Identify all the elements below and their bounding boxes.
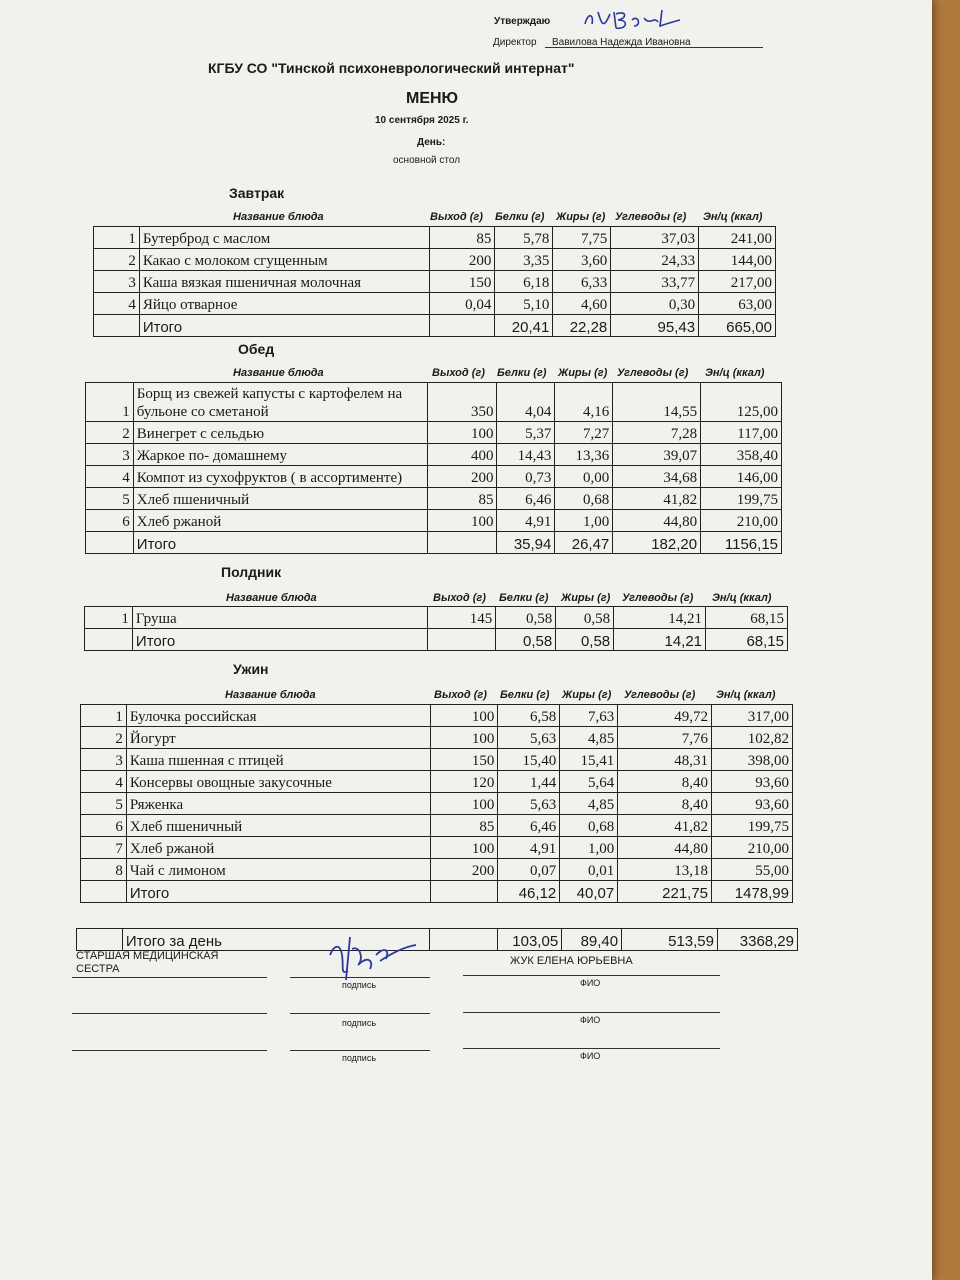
sign-label: подпись xyxy=(342,980,377,990)
total-row: Итого 35,94 26,47 182,20 1156,15 xyxy=(86,532,782,554)
director-signature xyxy=(580,6,690,34)
signer-name: ЖУК ЕЛЕНА ЮРЬЕВНА xyxy=(510,955,633,967)
breakfast-table xyxy=(93,226,776,337)
table-type: основной стол xyxy=(393,155,461,166)
col-carbs-header: Углеводы (г) xyxy=(622,592,694,604)
fio-label: ФИО xyxy=(580,978,601,988)
total-row: Итого 46,12 40,07 221,75 1478,99 xyxy=(81,881,793,903)
director-label: Директор xyxy=(493,37,537,48)
dinner-table xyxy=(80,704,793,903)
col-protein-header: Белки (г) xyxy=(500,689,550,701)
table-row: 4 Компот из сухофруктов ( в ассортименте) 200 0,73 0,00 34,68 146,00 xyxy=(86,466,782,488)
col-fat-header: Жиры (г) xyxy=(556,211,606,223)
col-protein-header: Белки (г) xyxy=(497,367,547,379)
table-row: 4 Яйцо отварное 0,04 5,10 4,60 0,30 63,00 xyxy=(94,293,776,315)
day-total-row: Итого за день 103,05 89,40 513,59 3368,29 xyxy=(77,929,798,951)
col-energy-header: Эн/ц (ккал) xyxy=(712,592,772,604)
table-row: 7 Хлеб ржаной 100 4,91 1,00 44,80 210,00 xyxy=(81,837,793,859)
table-row: 6 Хлеб пшеничный 85 6,46 0,68 41,82 199,75 xyxy=(81,815,793,837)
col-yield-header: Выход (г) xyxy=(434,689,487,701)
fio-label: ФИО xyxy=(580,1051,601,1061)
col-fat-header: Жиры (г) xyxy=(562,689,612,701)
table-row: 1 Бутерброд с маслом 85 5,78 7,75 37,03 241,00 xyxy=(94,227,776,249)
table-row: 3 Каша вязкая пшеничная молочная 150 6,18 6,33 33,77 217,00 xyxy=(94,271,776,293)
total-row: Итого 20,41 22,28 95,43 665,00 xyxy=(94,315,776,337)
approve-label: Утверждаю xyxy=(494,16,551,27)
col-yield-header: Выход (г) xyxy=(430,211,483,223)
col-yield-header: Выход (г) xyxy=(433,592,486,604)
menu-date: 10 сентября 2025 г. xyxy=(375,115,469,126)
table-row: 4 Консервы овощные закусочные 120 1,44 5,64 8,40 93,60 xyxy=(81,771,793,793)
table-row: 6 Хлеб ржаной 100 4,91 1,00 44,80 210,00 xyxy=(86,510,782,532)
table-row: 1 Булочка российская 100 6,58 7,63 49,72 317,00 xyxy=(81,705,793,727)
lunch-table xyxy=(85,382,782,554)
day-total-table xyxy=(76,928,798,951)
table-row: 2 Какао с молоком сгущенным 200 3,35 3,60 24,33 144,00 xyxy=(94,249,776,271)
col-fat-header: Жиры (г) xyxy=(558,367,608,379)
table-row: 3 Жаркое по- домашнему 400 14,43 13,36 39,07 358,40 xyxy=(86,444,782,466)
col-protein-header: Белки (г) xyxy=(499,592,549,604)
col-energy-header: Эн/ц (ккал) xyxy=(716,689,776,701)
table-row: 5 Ряженка 100 5,63 4,85 8,40 93,60 xyxy=(81,793,793,815)
col-energy-header: Эн/ц (ккал) xyxy=(705,367,765,379)
table-row: 2 Йогурт 100 5,63 4,85 7,76 102,82 xyxy=(81,727,793,749)
fio-label: ФИО xyxy=(580,1015,601,1025)
col-fat-header: Жиры (г) xyxy=(561,592,611,604)
col-carbs-header: Углеводы (г) xyxy=(617,367,689,379)
dinner-title: Ужин xyxy=(233,661,269,677)
breakfast-title: Завтрак xyxy=(229,185,285,201)
organization-name: КГБУ СО "Тинской психоневрологический интернат" xyxy=(208,60,575,76)
col-protein-header: Белки (г) xyxy=(495,211,545,223)
snack-title: Полдник xyxy=(221,564,282,580)
table-row: 1 Борщ из свежей капусты с картофелем на бульоне со сметаной 350 4,04 4,16 14,55 125,00 xyxy=(86,383,782,422)
director-name: Вавилова Надежда Ивановна xyxy=(552,37,691,48)
col-name-header: Название блюда xyxy=(233,367,324,379)
total-row: Итого 0,58 0,58 14,21 68,15 xyxy=(85,629,788,651)
col-carbs-header: Углеводы (г) xyxy=(615,211,687,223)
nurse-signature xyxy=(320,925,420,985)
day-label: День: xyxy=(417,137,446,148)
col-name-header: Название блюда xyxy=(225,689,316,701)
snack-table xyxy=(84,606,788,651)
table-row: 8 Чай с лимоном 200 0,07 0,01 13,18 55,00 xyxy=(81,859,793,881)
page-title: МЕНЮ xyxy=(406,90,459,107)
col-name-header: Название блюда xyxy=(226,592,317,604)
sign-label: подпись xyxy=(342,1018,377,1028)
lunch-title: Обед xyxy=(238,341,275,357)
col-name-header: Название блюда xyxy=(233,211,324,223)
col-energy-header: Эн/ц (ккал) xyxy=(703,211,763,223)
table-row: 5 Хлеб пшеничный 85 6,46 0,68 41,82 199,75 xyxy=(86,488,782,510)
sign-label: подпись xyxy=(342,1053,377,1063)
signer-role: СТАРШАЯ МЕДИЦИНСКАЯ СЕСТРА xyxy=(76,950,219,975)
table-row: 2 Винегрет с сельдью 100 5,37 7,27 7,28 117,00 xyxy=(86,422,782,444)
table-row: 1 Груша 145 0,58 0,58 14,21 68,15 xyxy=(85,607,788,629)
col-carbs-header: Углеводы (г) xyxy=(624,689,696,701)
table-row: 3 Каша пшенная с птицей 150 15,40 15,41 48,31 398,00 xyxy=(81,749,793,771)
col-yield-header: Выход (г) xyxy=(432,367,485,379)
